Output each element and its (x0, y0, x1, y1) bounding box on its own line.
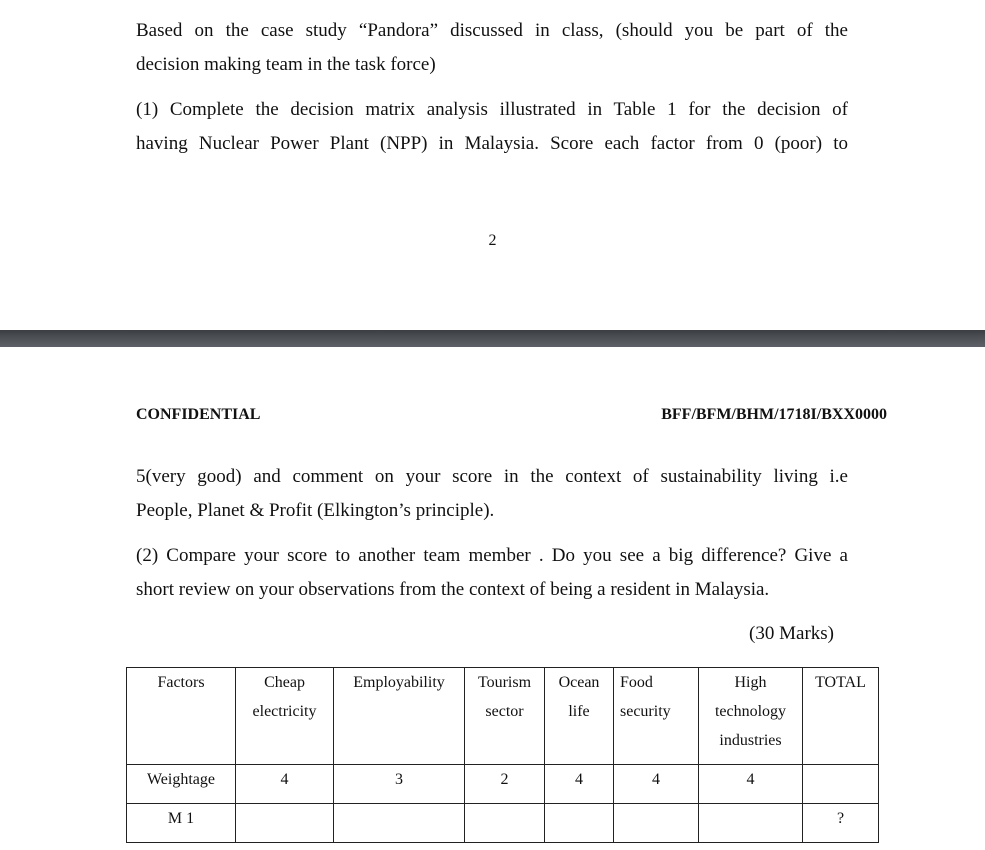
table-row-m1 (127, 804, 879, 843)
table-cell (803, 765, 879, 804)
table-cell: 4 (614, 765, 699, 804)
paragraph-question-1 (136, 93, 848, 161)
header-cell-employability: Employability (334, 668, 465, 765)
header-cell-ocean-life: Ocean life (545, 668, 614, 765)
text-line: (2) Compare your score to another team member . Do you see a big difference? Give a (136, 545, 848, 566)
header-cell-tourism-sector: Tourism sector (465, 668, 545, 765)
table-cell: Weightage (127, 765, 236, 804)
decision-matrix-table (126, 667, 879, 843)
table-header-row (127, 668, 879, 765)
table-cell: 3 (334, 765, 465, 804)
table-cell (334, 804, 465, 843)
table-cell (614, 804, 699, 843)
paragraph-question-2 (136, 539, 848, 607)
text-line: decision making team in the task force) (136, 54, 436, 75)
paragraph-case-study (136, 14, 848, 82)
confidential-header: CONFIDENTIAL (136, 406, 261, 423)
page-number: 2 (488, 232, 497, 249)
table-cell: 4 (699, 765, 803, 804)
text-line: 5(very good) and comment on your score in the context of sustainability living i.e (136, 466, 848, 487)
header-cell-high-technology: High technology industries (699, 668, 803, 765)
text-line: Based on the case study “Pandora” discussed in class, (should you be part of the (136, 20, 848, 41)
table-row-weightage (127, 765, 879, 804)
header-cell-factors: Factors (127, 668, 236, 765)
table-cell: ? (803, 804, 879, 843)
table-cell: 4 (545, 765, 614, 804)
page-2-bottom (0, 0, 985, 330)
table-cell: 4 (236, 765, 334, 804)
header-cell-cheap-electricity: Cheap electricity (236, 668, 334, 765)
page-separator (0, 330, 985, 347)
text-line: People, Planet & Profit (Elkington’s principle). (136, 500, 495, 521)
header-cell-total: TOTAL (803, 668, 879, 765)
paragraph-question-1-continued (136, 460, 848, 528)
table-cell (236, 804, 334, 843)
table-cell: 2 (465, 765, 545, 804)
marks-label: (30 Marks) (749, 623, 834, 644)
text-line: having Nuclear Power Plant (NPP) in Malaysia. Score each factor from 0 (poor) to (136, 133, 848, 154)
text-line: (1) Complete the decision matrix analysis illustrated in Table 1 for the decision of (136, 99, 848, 120)
table-cell (545, 804, 614, 843)
table-cell: M 1 (127, 804, 236, 843)
text-line: short review on your observations from the context of being a resident in Malaysia. (136, 579, 770, 600)
table-cell (699, 804, 803, 843)
course-code-header: BFF/BFM/BHM/1718I/BXX0000 (661, 406, 887, 423)
header-cell-food-security: Food security (614, 668, 699, 765)
table-cell (465, 804, 545, 843)
